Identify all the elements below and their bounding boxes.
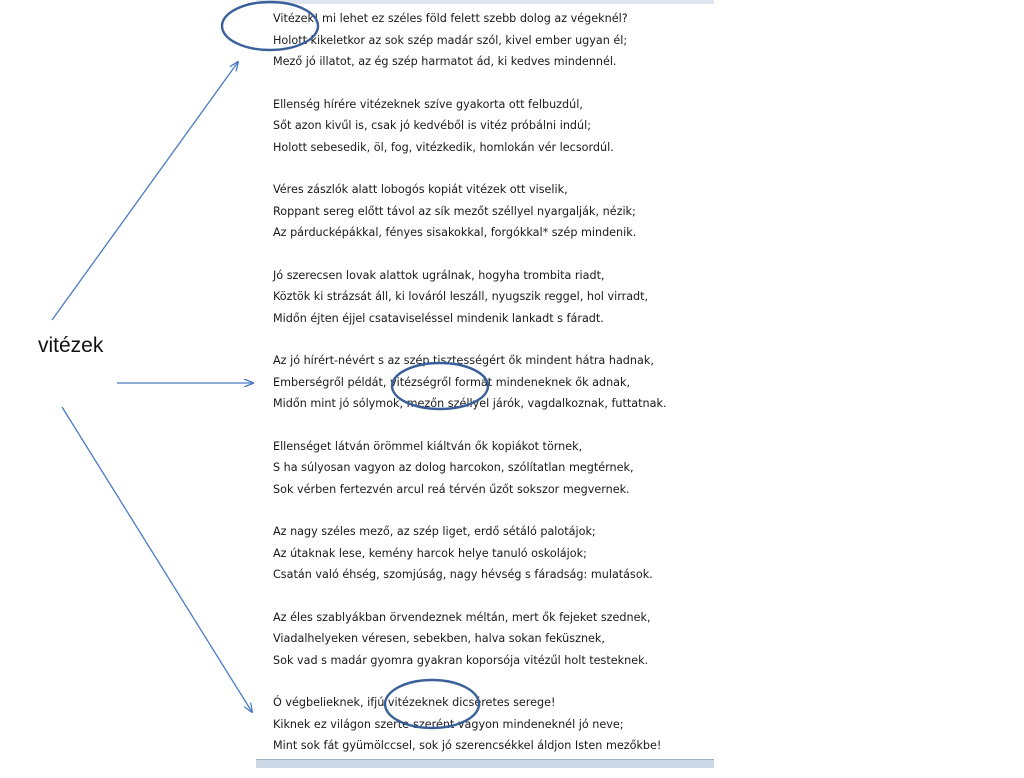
stanza-7	[273, 521, 713, 586]
poem-line: Ellenséget látván örömmel kiáltván ők kopiákot törnek,	[273, 439, 583, 453]
arrow-down	[62, 407, 252, 712]
poem-line: Az útaknak lese, kemény harcok helye tanuló oskolájok;	[273, 546, 587, 560]
poem-line: Mint sok fát gyümölccsel, sok jó szerencsékkel áldjon Isten mezőkbe!	[273, 739, 662, 752]
arrow-up	[52, 62, 238, 320]
poem-line: Midőn mint jó sólymok, mezőn széllyel járók, vagdalkoznak, futtatnak.	[273, 397, 667, 410]
poem-line: Csatán való éhség, szomjúság, nagy hévség s fáradság: mulatások.	[273, 568, 653, 581]
poem-line: Holott sebesedik, öl, fog, vitézkedik, homlokán vér lecsordúl.	[273, 140, 614, 154]
poem-text	[273, 8, 713, 778]
stanza-9	[273, 692, 713, 757]
poem-line: Az jó hírért-névért s az szép tisztességért ők mindent hátra hadnak,	[273, 354, 654, 367]
stanza-1	[273, 8, 713, 73]
poem-line: Kiknek ez világon szerte-szerént vagyon mindeneknél jó neve;	[273, 717, 624, 731]
poem-line: Mező jó illatot, az ég szép harmatot ád, ki kedves mindennél.	[273, 55, 617, 68]
page-top-edge	[256, 0, 714, 4]
poem-line: Sőt azon kivűl is, csak jó kedvéből is vitéz próbálni indúl;	[273, 119, 591, 132]
poem-line: Jó szerecsen lovak alattok ugrálnak, hogyha trombita riadt,	[273, 268, 605, 282]
poem-line: Holott kikeletkor az sok szép madár szól, kivel ember ugyan él;	[273, 33, 628, 47]
poem-line: Emberségről példát, vitézségről formát mindeneknek ők adnak,	[273, 375, 631, 389]
poem-line: Köztök ki strázsát áll, ki lováról leszáll, nyugszik reggel, hol virradt,	[273, 290, 649, 303]
poem-line: Ó végbelieknek, ifjú vitézeknek dicséretes serege!	[273, 696, 556, 709]
stanza-2	[273, 94, 713, 159]
poem-line: Ellenség hírére vitézeknek szíve gyakorta ott felbuzdúl,	[273, 97, 583, 111]
poem-line: Sok vérben fertezvén arcul reá térvén űzőt sokszor megvernek.	[273, 482, 630, 496]
stanza-6	[273, 436, 713, 501]
stanza-5	[273, 350, 713, 415]
poem-line: Az nagy széles mező, az szép liget, erdő sétáló palotájok;	[273, 525, 596, 538]
side-label: vitézek	[38, 334, 104, 357]
poem-line: S ha súlyosan vagyon az dolog harcokon, szólítatlan megtérnek,	[273, 461, 634, 474]
poem-line: Viadalhelyeken véresen, sebekben, halva sokan feküsznek,	[273, 632, 605, 645]
stanza-4	[273, 265, 713, 330]
poem-line: Vitézek! mi lehet ez széles föld felett szebb dolog az végeknél?	[273, 12, 628, 25]
poem-line: Az éles szablyákban örvendeznek méltán, mert ők fejeket szednek,	[273, 610, 651, 624]
poem-line: Sok vad s madár gyomra gyakran koporsója vitézűl holt testeknek.	[273, 653, 649, 667]
stanza-3	[273, 179, 713, 244]
poem-line: Véres zászlók alatt lobogós kopiát vitézek ott viselik,	[273, 183, 568, 196]
poem-line: Az párducképákkal, fényes sisakokkal, forgókkal* szép mindenik.	[273, 226, 637, 239]
poem-line: Midőn éjten éjjel csataviseléssel mindenik lankadt s fáradt.	[273, 311, 604, 325]
stanza-8	[273, 607, 713, 672]
poem-line: Roppant sereg előtt távol az sík mezőt széllyel nyargalják, nézik;	[273, 204, 636, 218]
